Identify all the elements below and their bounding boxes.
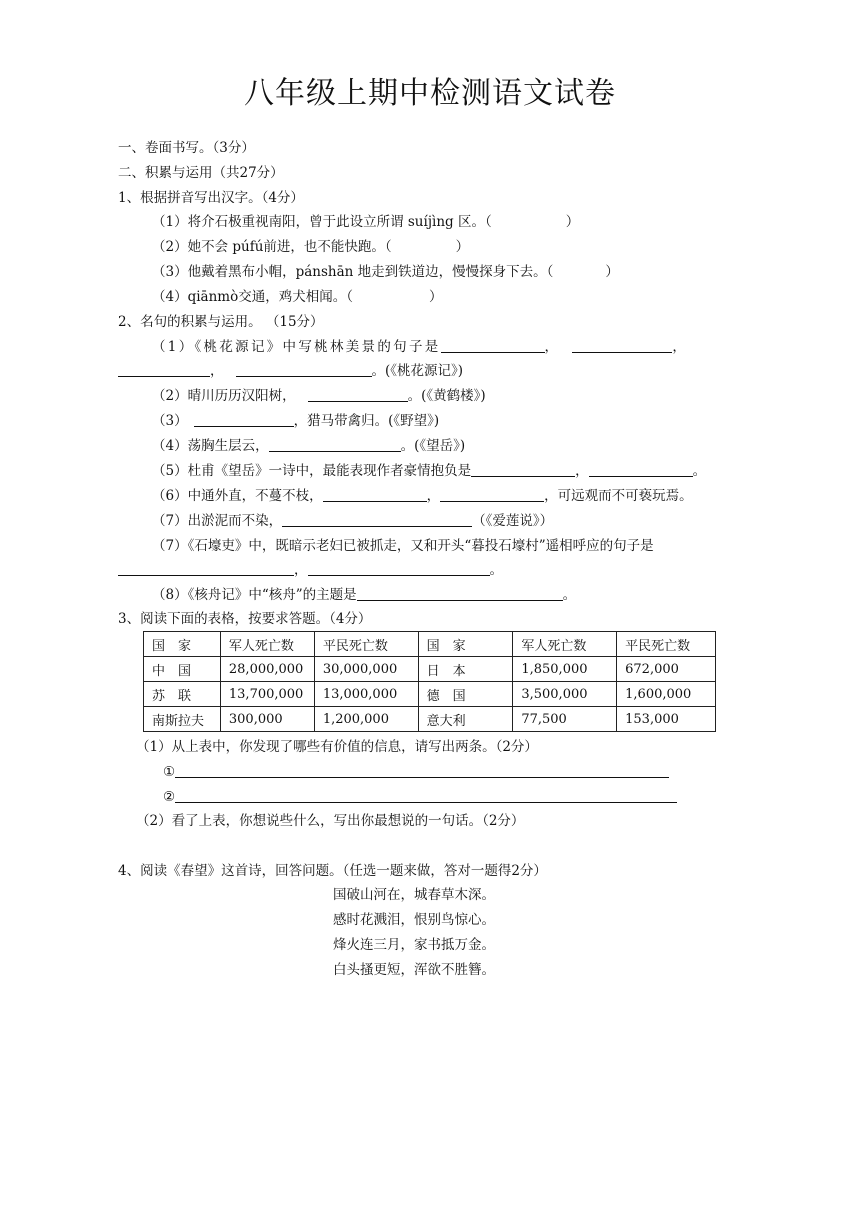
table-cell: 13,700,000 <box>220 682 314 707</box>
q4-heading: 4、阅读《春望》这首诗，回答问题。（任选一题来做，答对一题得2分） <box>118 863 547 879</box>
table-header: 军人死亡数 <box>220 632 314 657</box>
answer-blank[interactable] <box>175 788 677 803</box>
q2-item-1-line-2: ， 。(《桃花源记》) <box>118 362 463 380</box>
q2-item-8-line-2: ， 。 <box>118 561 503 579</box>
q2-item-6: （6）中通外直，不蔓不枝， ， ，可远观而不可亵玩焉。 <box>152 488 693 504</box>
q2-item-5: （5）杜甫《望岳》一诗中，最能表现作者豪情抱负是 ， 。 <box>152 463 707 479</box>
q2-heading: 2、名句的积累与运用。 （15分） <box>118 314 324 330</box>
table-row <box>144 632 716 657</box>
table-row <box>144 682 716 707</box>
table-cell: 苏 联 <box>144 682 221 707</box>
q3-answer-line-1: ① <box>163 763 669 781</box>
table-cell: 672,000 <box>617 657 716 682</box>
table-header: 平民死亡数 <box>617 632 716 657</box>
table-row <box>144 657 716 682</box>
poem-line: 国破山河在，城春草木深。 <box>333 887 495 903</box>
answer-blank[interactable] <box>282 512 472 527</box>
q2-item-3: （3） ，猎马带禽归。(《野望》) <box>152 413 440 429</box>
q1-item-1: （1）将介石极重视南阳，曾于此设立所谓 suíjìng 区。（ ） <box>152 214 580 230</box>
poem-line: 白头搔更短，浑欲不胜簪。 <box>333 962 495 978</box>
table-cell: 南斯拉夫 <box>144 707 221 732</box>
section-accumulation: 二、积累与运用（共27分） <box>118 165 284 181</box>
q1-item-2: （2）她不会 púfú前进，也不能快跑。（ ） <box>152 239 470 255</box>
casualty-table <box>143 631 716 732</box>
answer-blank[interactable] <box>441 338 545 353</box>
q3-sub-2: （2）看了上表，你想说些什么，写出你最想说的一句话。（2分） <box>136 813 525 829</box>
table-cell: 153,000 <box>617 707 716 732</box>
table-cell: 1,200,000 <box>314 707 418 732</box>
answer-blank[interactable] <box>471 462 575 477</box>
table-header: 平民死亡数 <box>314 632 418 657</box>
exam-title: 八年级上期中检测语文试卷 <box>244 76 616 111</box>
answer-blank[interactable] <box>308 561 490 576</box>
answer-blank[interactable] <box>572 338 672 353</box>
answer-blank[interactable] <box>308 387 408 402</box>
table-cell: 日 本 <box>418 657 513 682</box>
answer-blank[interactable] <box>118 561 294 576</box>
q3-answer-line-2: ② <box>163 788 677 806</box>
answer-blank[interactable] <box>589 462 693 477</box>
poem-line: 感时花溅泪，恨别鸟惊心。 <box>333 912 495 928</box>
q2-item-2: （2）晴川历历汉阳树， 。(《黄鹤楼》) <box>152 388 486 404</box>
section-handwriting: 一、卷面书写。（3分） <box>118 140 255 156</box>
answer-blank[interactable] <box>323 487 427 502</box>
q2-item-7: （7）出淤泥而不染， （《爱莲说》） <box>152 513 554 529</box>
table-cell: 30,000,000 <box>314 657 418 682</box>
table-cell: 1,600,000 <box>617 682 716 707</box>
table-cell: 德 国 <box>418 682 513 707</box>
table-row <box>144 707 716 732</box>
table-header: 国 家 <box>144 632 221 657</box>
answer-blank[interactable] <box>236 362 372 377</box>
q2-item-8-line-1: （7）《石壕吏》中，既暗示老妇已被抓走，又和开头“暮投石壕村”遥相呼应的句子是 <box>152 538 654 554</box>
q3-heading: 3、阅读下面的表格，按要求答题。（4分） <box>118 611 372 627</box>
table-header: 国 家 <box>418 632 513 657</box>
table-cell: 300,000 <box>220 707 314 732</box>
poem-line: 烽火连三月，家书抵万金。 <box>333 937 495 953</box>
table-cell: 意大利 <box>418 707 513 732</box>
q2-item-1-line-1: （1）《桃花源记》中写桃林美景的句子是 ， ， <box>152 339 689 355</box>
table-cell: 77,500 <box>513 707 617 732</box>
answer-blank[interactable] <box>440 487 544 502</box>
answer-blank[interactable] <box>118 362 210 377</box>
answer-blank[interactable] <box>269 437 401 452</box>
q1-item-4: （4）qiānmò交通，鸡犬相闻。（ ） <box>152 289 443 305</box>
answer-blank[interactable] <box>357 586 563 601</box>
q3-sub-1: （1）从上表中，你发现了哪些有价值的信息，请写出两条。（2分） <box>136 739 538 755</box>
answer-blank[interactable] <box>194 412 294 427</box>
table-cell: 13,000,000 <box>314 682 418 707</box>
q1-item-3: （3）他戴着黑布小帽，pánshān 地走到铁道边，慢慢探身下去。（ ） <box>152 264 619 280</box>
table-cell: 28,000,000 <box>220 657 314 682</box>
table-header: 军人死亡数 <box>513 632 617 657</box>
q2-item-9: （8）《核舟记》中“核舟”的主题是 。 <box>152 587 577 603</box>
q1-heading: 1、根据拼音写出汉字。（4分） <box>118 190 304 206</box>
table-cell: 1,850,000 <box>513 657 617 682</box>
table-cell: 3,500,000 <box>513 682 617 707</box>
table-cell: 中 国 <box>144 657 221 682</box>
q2-item-4: （4）荡胸生层云， 。(《望岳》) <box>152 438 466 454</box>
answer-blank[interactable] <box>175 763 669 778</box>
